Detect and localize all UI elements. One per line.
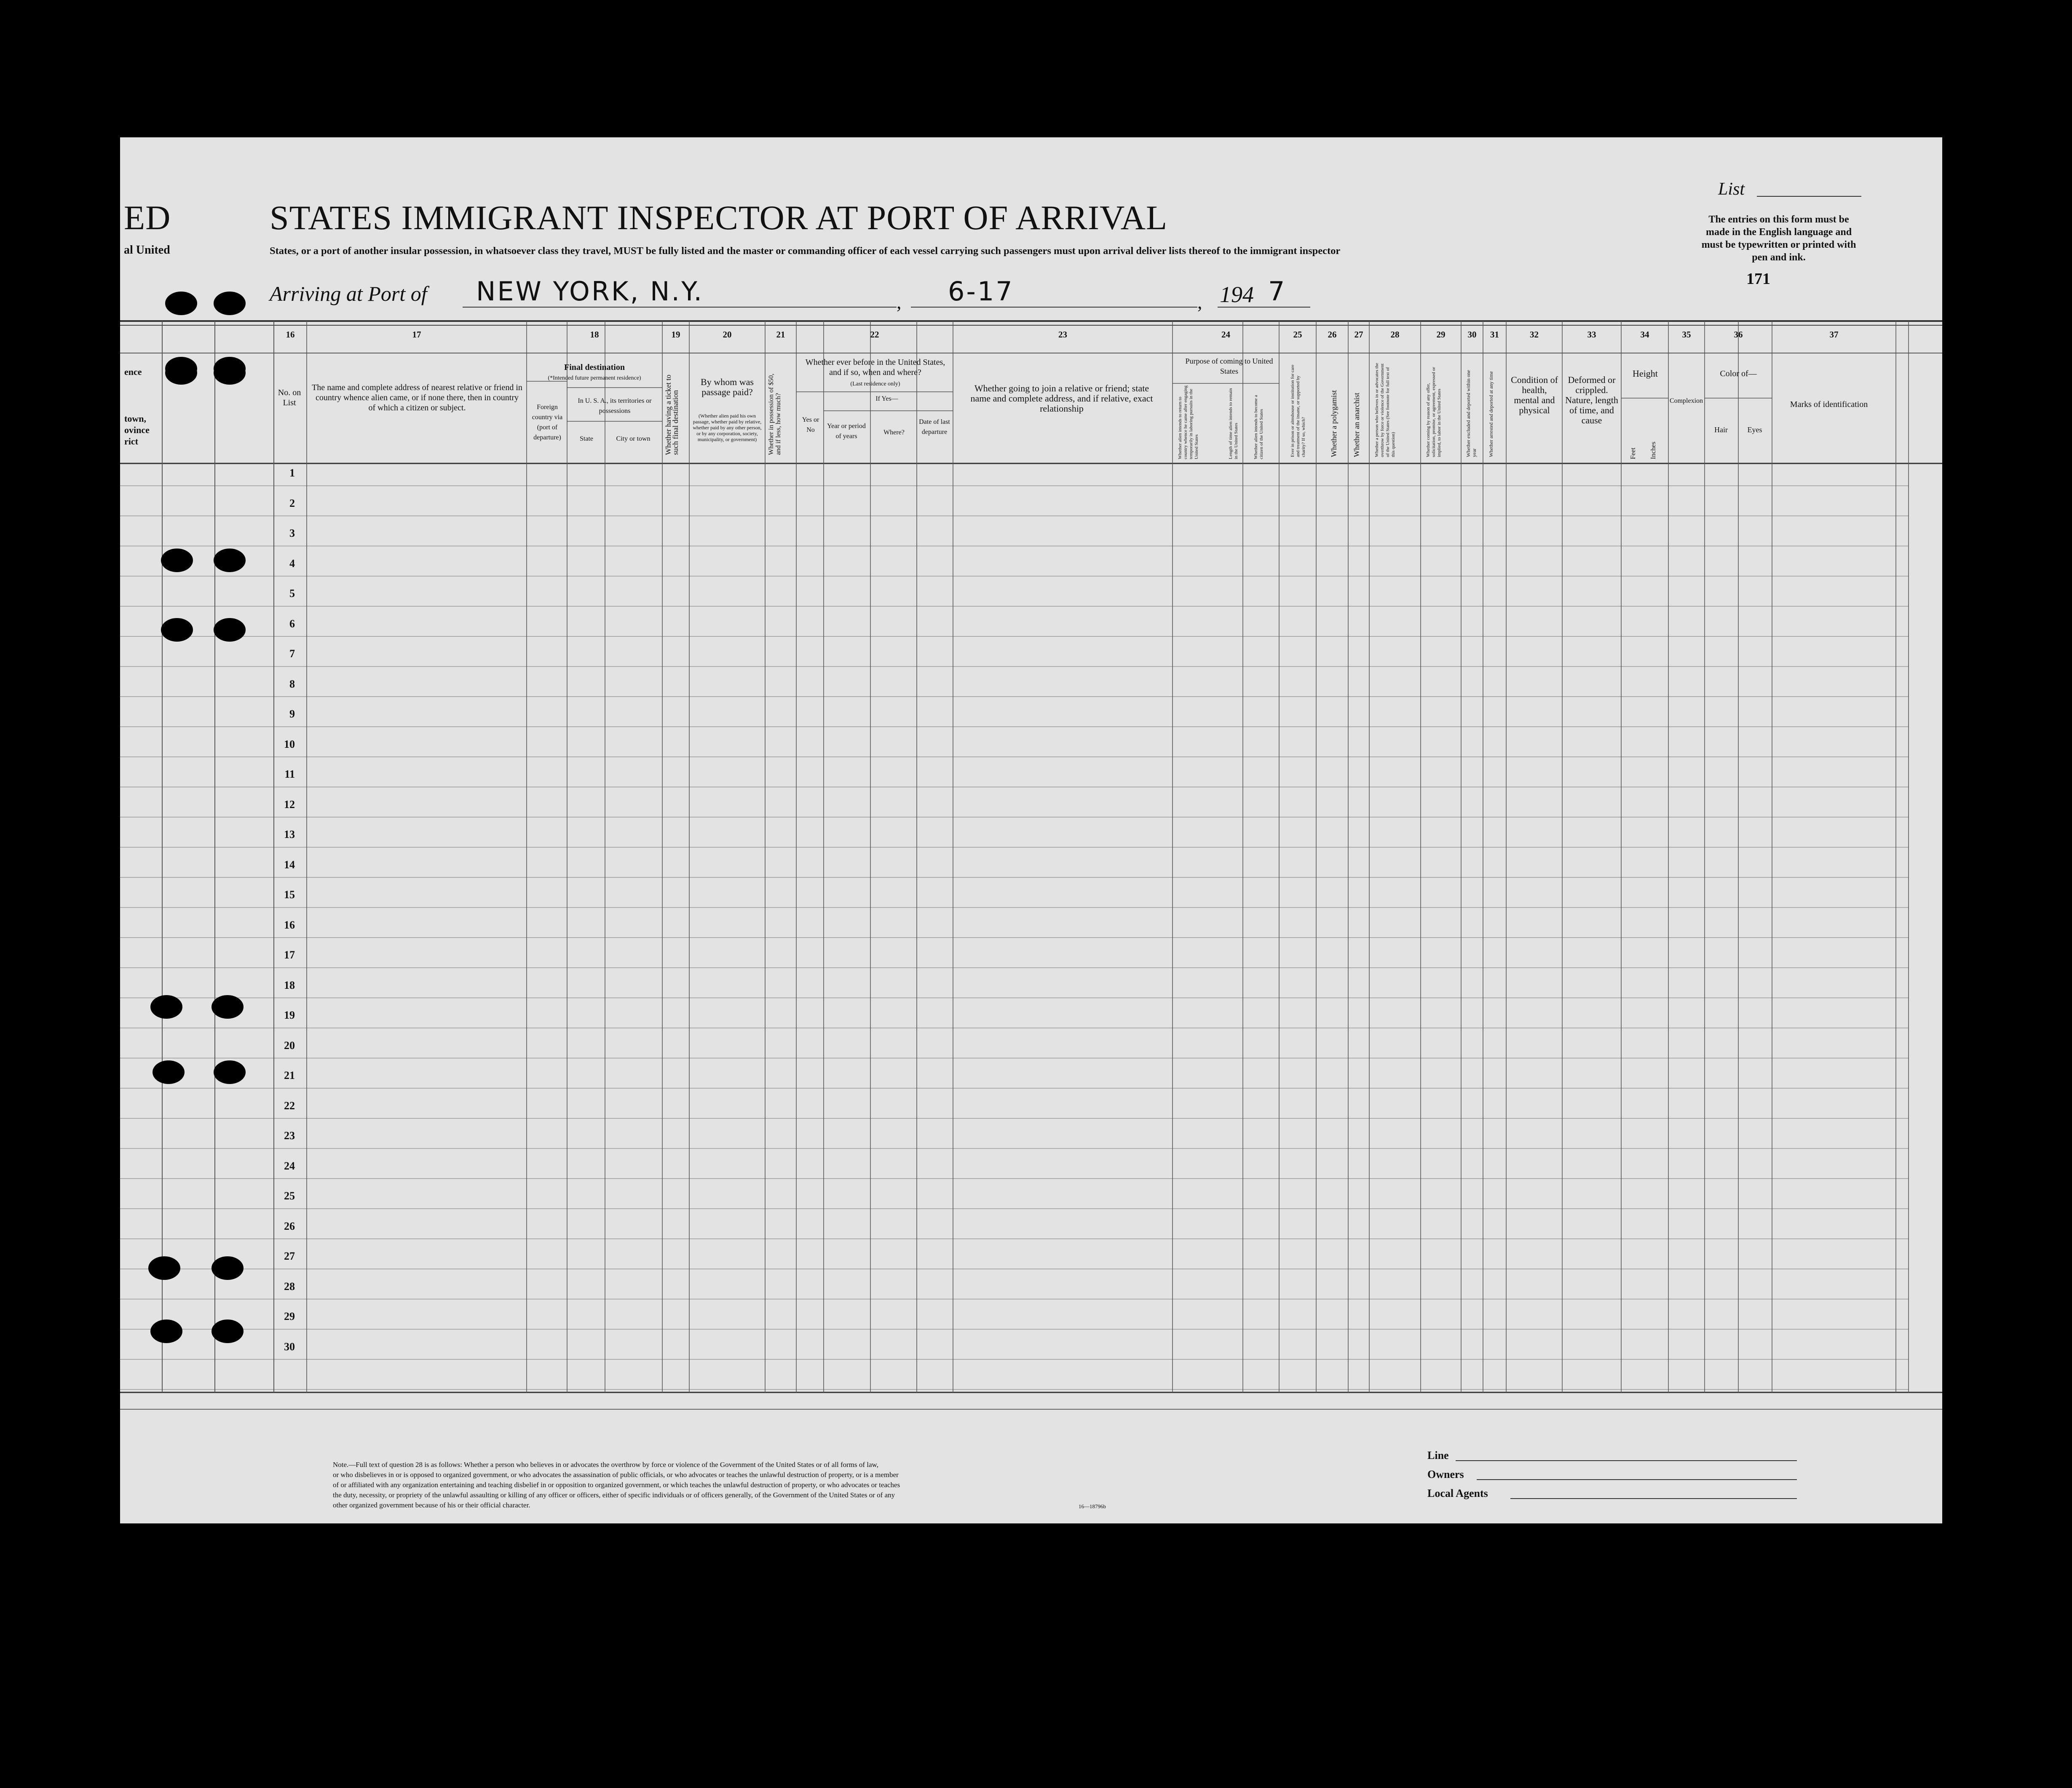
column-number: 22	[870, 329, 879, 340]
punch-hole	[165, 361, 197, 385]
punch-hole	[214, 361, 246, 385]
column-number: 21	[776, 329, 785, 340]
col-22-where: Where?	[883, 429, 905, 436]
column-number: 36	[1734, 329, 1743, 340]
row-number: 11	[284, 768, 295, 780]
punch-hole	[214, 1060, 246, 1084]
column-number: 17	[412, 329, 421, 340]
row-number: 19	[284, 1009, 295, 1021]
column-number: 26	[1328, 329, 1337, 340]
column-number: 24	[1221, 329, 1230, 340]
column-number: 20	[723, 329, 732, 340]
punch-hole	[153, 1060, 185, 1084]
column-number: 27	[1354, 329, 1363, 340]
row-number: 5	[289, 587, 295, 600]
col-20-note: (Whether alien paid his own passage, whether paid by relative, whether paid by any other person, or by any corporation, society, municipality, or government)	[693, 413, 762, 442]
row-number: 3	[289, 527, 295, 539]
column-number: 16	[286, 329, 295, 340]
form-code: 16—18796b	[1079, 1503, 1106, 1510]
col-24-length: Length of time alien intends to remain in the United States	[1228, 388, 1239, 459]
title-fragment-left: ED	[124, 198, 171, 237]
row-number: 16	[284, 918, 295, 931]
punch-hole	[150, 1320, 182, 1343]
column-number: 31	[1490, 329, 1499, 340]
row-number: 20	[284, 1039, 295, 1052]
arriving-label: Arriving at Port of	[270, 282, 427, 305]
col-26-label: Whether a polygamist	[1330, 390, 1338, 457]
punch-hole	[165, 292, 197, 315]
col-24-citizen: Whether alien intends to become a citizen of the United States	[1253, 395, 1264, 459]
punch-hole	[214, 292, 246, 315]
row-number: 2	[289, 497, 295, 509]
col-36-eyes: Eyes	[1747, 426, 1762, 434]
column-number: 19	[671, 329, 680, 340]
col-18-city: City or town	[616, 435, 651, 442]
local-agents-label: Local Agents	[1427, 1487, 1488, 1499]
comma: ,	[897, 291, 902, 313]
row-number: 23	[284, 1130, 295, 1142]
row-number: 10	[284, 738, 295, 750]
row-number: 22	[284, 1099, 295, 1112]
column-number: 18	[590, 329, 599, 340]
column-number: 32	[1530, 329, 1539, 340]
page-subtitle: States, or a port of another insular possession, in whatsoever class they travel, MUST be fully listed and the master or commanding officer of each vessel carrying such passengers must upon arrival deliver lists thereof to the immigrant inspector	[270, 245, 1341, 257]
line-underline	[1456, 1460, 1797, 1461]
col-29-label: Whether coming by reason of any offer, solicitation, promise, or agreement, expressed or implied, to labor in the United States	[1426, 367, 1442, 457]
list-label: List	[1718, 179, 1745, 199]
row-number: 29	[284, 1310, 295, 1322]
row-number: 17	[284, 949, 295, 961]
col-22-note: (Last residence only)	[850, 381, 900, 387]
subtitle-fragment-left: al United	[124, 244, 170, 257]
year-handwritten: 7	[1268, 276, 1287, 307]
col-21-label: Whether in possession of $50, and if less, how much?	[768, 373, 782, 455]
punch-hole	[161, 618, 193, 642]
col-19-label: Whether having a ticket to such final destination	[664, 375, 680, 455]
row-number: 18	[284, 979, 295, 991]
footnote: Note.—Full text of question 28 is as follows: Whether a person who believes in or advocates the overthrow by force or violence of the Government of the United States or of all forms of law, or who disbelieves in or is opposed to organized government, or who advocates the assassination of public officials, or who advocates or teaches the unlawful destruction of property, or is a member of or affiliated with any organization entertaining and teaching disbelief in or opposition to organized government, or which teaches the unlawful destruction of property, or who advocates or teaches the duty, necessity, or propriety of the unlawful assaulting or killing of any officer or officers, either of specific individuals or of officers generally, of the Government of the United States or of any other organized government because of his or their official character.	[333, 1461, 900, 1509]
col-27-label: Whether an anarchist	[1352, 393, 1361, 457]
column-number: 35	[1682, 329, 1691, 340]
row-number: 6	[289, 617, 295, 630]
col-20-label: By whom was passage paid?	[701, 377, 754, 397]
col-28-label: Whether a person who believes in or advocates the overthrow by force or violence of the Government of the United States (See footnote for full text of this question)	[1374, 363, 1396, 457]
punch-hole	[211, 1320, 244, 1343]
date-handwritten: 6-17	[948, 276, 1014, 307]
agents-underline	[1510, 1498, 1797, 1499]
col-25-label: Ever in prison or almshouse or institution for care and treatment of the insane, or supported by charity? If so, which?	[1290, 364, 1306, 457]
col-31-label: Whether arrested and deported at any time	[1488, 371, 1494, 457]
row-number: 13	[284, 828, 295, 840]
column-number: 30	[1467, 329, 1477, 340]
row-number: 15	[284, 889, 295, 901]
punch-hole	[211, 1256, 244, 1280]
col-36-hair: Hair	[1714, 426, 1728, 434]
row-number: 9	[289, 708, 295, 720]
col-22-label: Whether ever before in the United States, and if so, when and where?	[805, 358, 945, 377]
row-number: 21	[284, 1069, 295, 1081]
row-number: 4	[289, 557, 295, 570]
row-number: 7	[289, 648, 295, 660]
col-35-label: Complexion	[1669, 397, 1703, 404]
column-number: 37	[1829, 329, 1839, 340]
punch-hole	[148, 1256, 180, 1280]
col-34-label: Height	[1633, 368, 1658, 379]
col-18-foreign: Foreign country via (port of departure)	[532, 404, 563, 441]
col-16-label: No. on List	[278, 388, 301, 407]
column-number: 25	[1293, 329, 1302, 340]
line-label: Line	[1427, 1449, 1449, 1461]
list-number: 171	[1746, 270, 1770, 288]
col-22-if-yes: If Yes—	[875, 395, 898, 402]
col-30-label: Whether excluded and deported within one year	[1465, 370, 1477, 457]
col-22-yes-no: Yes or No	[802, 416, 819, 434]
column-number: 33	[1587, 329, 1596, 340]
row-number: 26	[284, 1220, 295, 1232]
punch-hole	[211, 995, 244, 1019]
punch-hole	[150, 995, 182, 1019]
col-34-inches: Inches	[1650, 442, 1657, 459]
punch-hole	[161, 549, 193, 572]
instructions: The entries on this form must be made in the English language and must be typewritten or printed with pen and ink.	[1701, 214, 1856, 263]
year-printed: 194	[1220, 282, 1254, 307]
col-37-label: Marks of identification	[1790, 400, 1868, 409]
stub-label: ence	[124, 367, 142, 377]
col-24-return: Whether alien intends to return to country whence he came after engaging temporarily in laboring pursuits in the United States	[1178, 385, 1199, 459]
row-number: 25	[284, 1190, 295, 1202]
page-title: STATES IMMIGRANT INSPECTOR AT PORT OF ARRIVAL	[270, 198, 1168, 237]
owners-underline	[1477, 1479, 1797, 1480]
port-handwritten: NEW YORK, N.Y.	[476, 276, 704, 307]
owners-label: Owners	[1427, 1468, 1464, 1480]
column-number: 29	[1436, 329, 1446, 340]
row-number: 24	[284, 1159, 295, 1172]
row-number: 28	[284, 1280, 295, 1293]
row-number: 1	[289, 467, 295, 479]
col-33-label: Deformed or crippled. Nature, length of time, and cause	[1565, 375, 1618, 426]
col-17-label: The name and complete address of nearest relative or friend in country whence alien came, or if none there, then in country of which a citizen or subject.	[312, 383, 522, 412]
col-22-date: Date of last departure	[919, 418, 950, 436]
row-number: 30	[284, 1340, 295, 1353]
col-22-years: Year or period of years	[827, 423, 866, 440]
row-number: 27	[284, 1250, 295, 1262]
col-36-label: Color of—	[1720, 369, 1757, 378]
row-number: 12	[284, 798, 295, 811]
row-number: 8	[289, 677, 295, 690]
col-18-note: (*Intended future permanent residence)	[548, 375, 641, 381]
col-24-label: Purpose of coming to United States	[1185, 357, 1273, 375]
column-number: 34	[1640, 329, 1649, 340]
punch-hole	[214, 549, 246, 572]
column-number: 23	[1058, 329, 1067, 340]
punch-hole	[214, 618, 246, 642]
comma-2: ,	[1197, 291, 1202, 313]
col-18-state: State	[580, 435, 593, 442]
col-32-label: Condition of health, mental and physical	[1511, 375, 1558, 415]
col-18-usa: In U. S. A., its territories or possessions	[578, 397, 652, 415]
column-number: 28	[1390, 329, 1400, 340]
col-34-feet: Feet	[1630, 447, 1637, 459]
col-18-label: Final destination	[564, 363, 625, 372]
stub-label-group: town, ovince rict	[124, 413, 150, 447]
row-number: 14	[284, 858, 295, 871]
col-23-label: Whether going to join a relative or friend; state name and complete address, and if relative, exact relationship	[970, 383, 1153, 414]
